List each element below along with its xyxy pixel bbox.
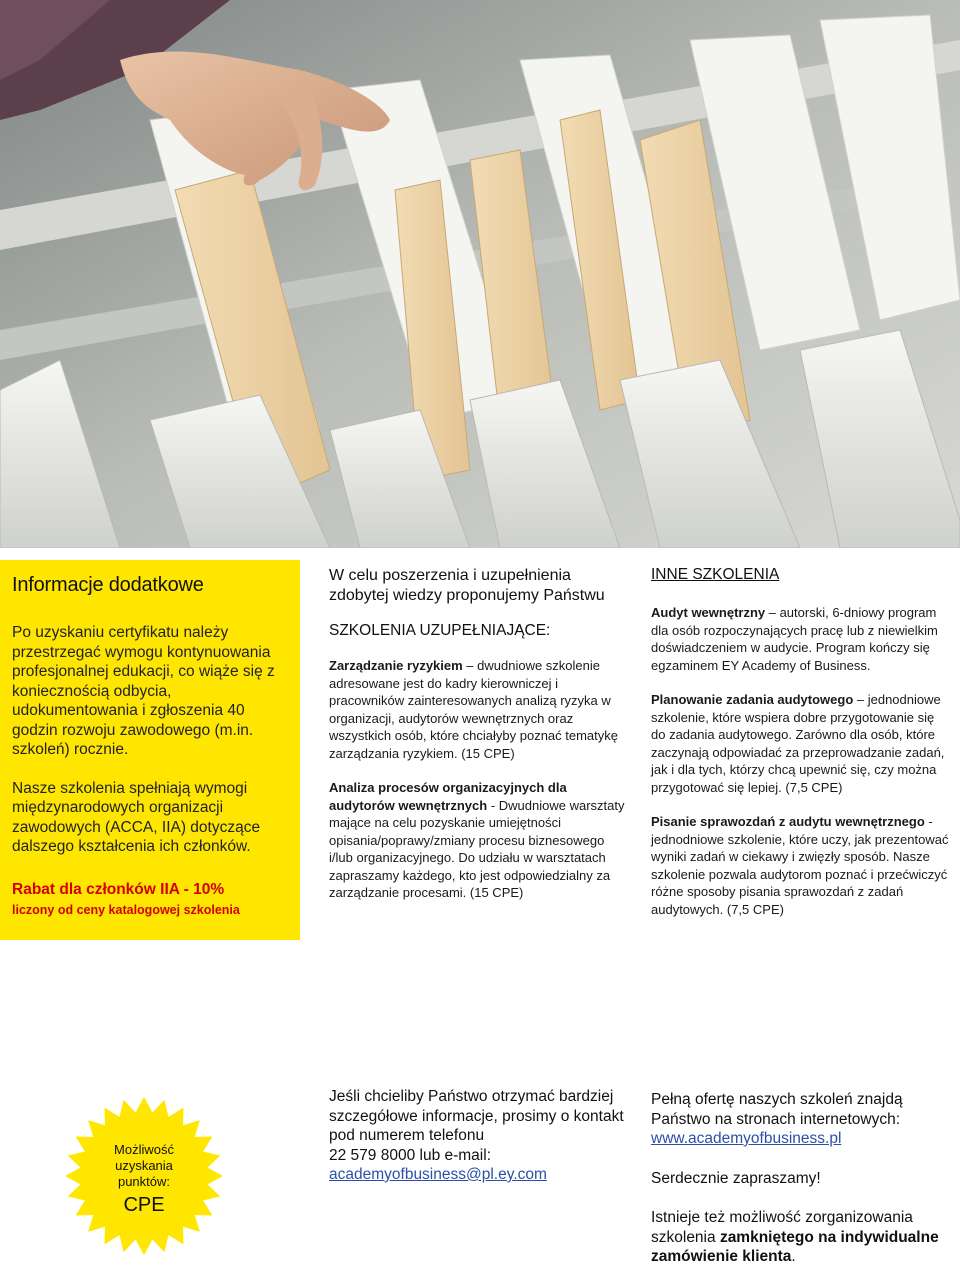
file-folders-illustration — [0, 0, 960, 548]
offer-block — [651, 1090, 951, 1280]
contact-text: Jeśli chcieliby Państwo otrzymać bardziej szczegółowe informacje, prosimy o kontakt pod numerem telefonu — [329, 1088, 624, 1144]
closed-training-suffix: . — [791, 1248, 796, 1265]
section-heading-supplementary: SZKOLENIA UZUPEŁNIAJĄCE: — [329, 622, 551, 639]
course-description: – autorski, 6-dniowy program dla osób rozpoczynających pracę lub z niewielkim doświadczeniem w audycie. Program kończy się egzaminem EY Academy of Business. — [651, 605, 938, 673]
course-description: - Dwudniowe warsztaty mające na celu pozyskanie umiejętności opisania/poprawy/zmiany procesu biznesowego i/lub organizacyjnego. Do udziału w warsztatach zapraszamy każdego, kto jest odpowiedzialny za zarządzanie procesami. (15 CPE) — [329, 797, 625, 900]
badge-line: punktów: — [117, 1174, 171, 1189]
info-paragraph-certification: Po uzyskaniu certyfikatu należy przestrzegać wymogu kontynuowania profesjonalnej edukacji, co wiąże się z koniecznością odbycia, udokumentowania i zgłoszenia 40 godzin rozwoju zawodowego (m.in. szkoleń) rocznie. — [12, 624, 275, 758]
closed-training-bold: zamkniętego na indywidualne zamówienie klienta — [651, 1228, 939, 1265]
course-process-analysis — [329, 779, 629, 902]
cpe-starburst-badge — [64, 1096, 224, 1256]
course-name: Audyt wewnętrzny — [651, 605, 766, 620]
website-link[interactable]: www.academyofbusiness.pl — [651, 1130, 842, 1147]
contact-block — [329, 1087, 629, 1185]
other-trainings-column — [651, 566, 951, 918]
info-paragraph-standards: Nasze szkolenia spełniają wymogi międzynarodowych organizacji zawodowych (ACCA, IIA) dotyczące dalszego kształcenia ich członków. — [12, 779, 261, 855]
course-description: – dwudniowe szkolenie adresowane jest do kadry kierowniczej i pracowników zainteresowanych analizą ryzyka w organizacji, audytorów wewnętrznych oraz wszystkich osób, które chciałyby poznać tematykę zarządzania ryzykiem. (15 CPE) — [329, 658, 619, 761]
course-name: Pisanie sprawozdań z audytu wewnętrznego — [651, 814, 925, 829]
badge-line: uzyskania — [115, 1158, 173, 1173]
closed-training-paragraph — [651, 1208, 951, 1267]
contact-phone: 22 579 8000 lub e-mail: — [329, 1146, 492, 1164]
info-title: Informacje dodatkowe — [12, 574, 204, 596]
hero-photo — [0, 0, 960, 548]
offer-paragraph — [651, 1090, 951, 1149]
course-internal-audit — [651, 604, 951, 674]
supplementary-trainings-column — [329, 566, 629, 902]
offer-text: Pełną ofertę naszych szkoleń znajdą Państwo na stronach internetowych: — [651, 1091, 903, 1128]
info-box — [0, 560, 300, 940]
course-name: Planowanie zadania audytowego — [651, 692, 854, 707]
course-name: Analiza procesów organizacyjnych dla audytorów wewnętrznych — [329, 780, 567, 813]
badge-text — [64, 1142, 224, 1218]
contact-email-link[interactable]: academyofbusiness@pl.ey.com — [329, 1166, 547, 1183]
discount-label: Rabat dla członków IIA - 10% — [12, 880, 225, 898]
course-description: – jednodniowe szkolenie, które wspiera dobre przygotowanie się do zadania audytowego. Zarówno dla osób, które zaczynają odpowiadać za przeprowadzanie zadań, jak i dla tych, którzy chcą upewnić się, czy można przygotować się lepiej. (7,5 CPE) — [651, 692, 945, 795]
badge-line: Możliwość — [114, 1142, 174, 1157]
course-audit-planning — [651, 691, 951, 796]
course-audit-reporting — [651, 813, 951, 918]
course-description: - jednodniowe szkolenie, które uczy, jak prezentować wyniki zadań w ciekawy i zwięzły sposób. Nasze szkolenie pozwala audytorom poznać i przećwiczyć różne sposoby pisania sprawozdań z zadań audytowych. (7,5 CPE) — [651, 814, 949, 917]
course-name: Zarządzanie ryzykiem — [329, 658, 463, 673]
intro-text: W celu poszerzenia i uzupełnienia zdobytej wiedzy proponujemy Państwu — [329, 567, 605, 604]
badge-cpe: CPE — [123, 1194, 165, 1216]
discount-note: liczony od ceny katalogowej szkolenia — [12, 902, 240, 917]
closed-training-text: Istnieje też możliwość zorganizowania szkolenia — [651, 1209, 913, 1246]
section-heading-other: INNE SZKOLENIA — [651, 566, 780, 583]
course-risk-management — [329, 657, 629, 762]
invite-text: Serdecznie zapraszamy! — [651, 1169, 821, 1187]
